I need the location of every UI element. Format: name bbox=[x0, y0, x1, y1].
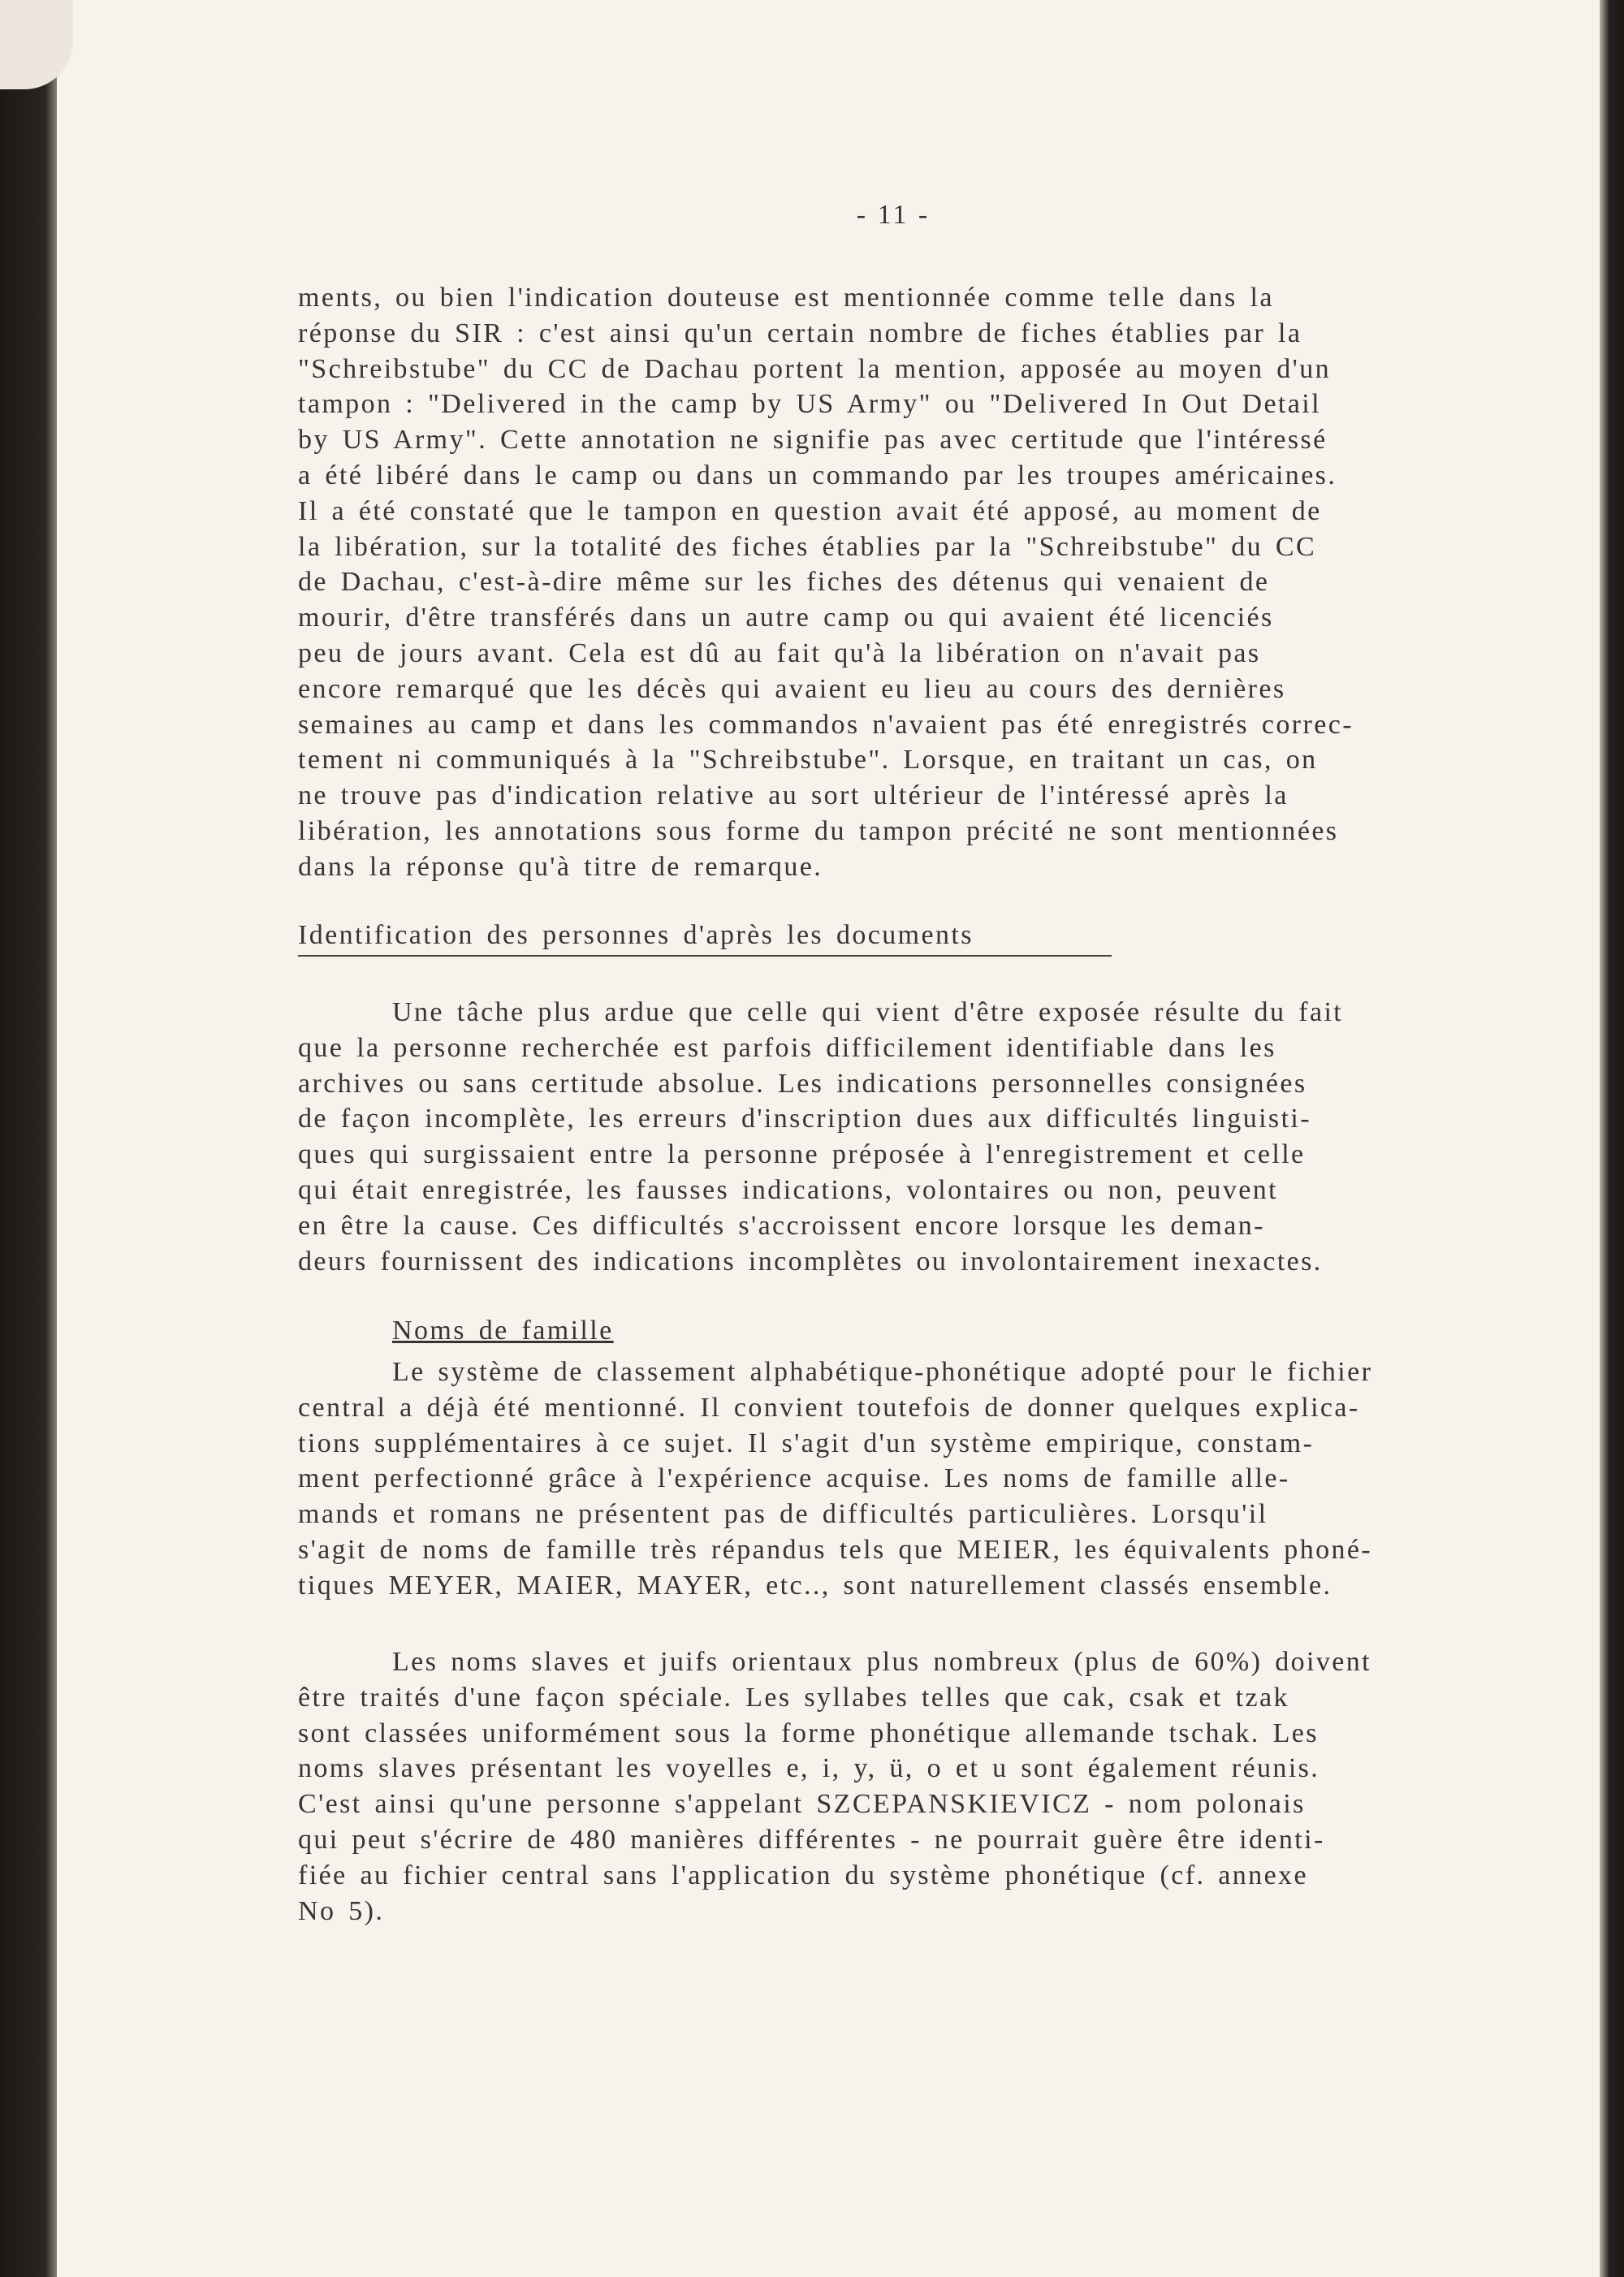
text-line: fiée au fichier central sans l'application du système phonétique (cf. annexe bbox=[298, 1860, 1308, 1890]
text-line: en être la cause. Ces difficultés s'accroissent encore lorsque les deman- bbox=[298, 1210, 1265, 1241]
text-line: encore remarqué que les décès qui avaient eu lieu au cours des dernières bbox=[298, 673, 1286, 704]
text-line: qui peut s'écrire de 480 manières différentes - ne pourrait guère être identi- bbox=[298, 1824, 1325, 1855]
text-line: central a déjà été mentionné. Il convient toutefois de donner quelques explica- bbox=[298, 1392, 1360, 1423]
text-line: deurs fournissent des indications incomplètes ou involontairement inexactes. bbox=[298, 1246, 1323, 1277]
text-line: Le système de classement alphabétique-phonétique adopté pour le fichier bbox=[392, 1357, 1373, 1387]
page-number: - 11 - bbox=[856, 200, 931, 230]
text-line: de façon incomplète, les erreurs d'inscription dues aux difficultés linguisti- bbox=[298, 1104, 1311, 1134]
text-line: peu de jours avant. Cela est dû au fait qu'à la libération on n'avait pas bbox=[298, 637, 1261, 668]
page-edge-right bbox=[1600, 0, 1624, 2277]
page-corner bbox=[0, 0, 73, 89]
paragraph-1 bbox=[298, 280, 1354, 885]
text-line: tement ni communiqués à la "Schreibstube". Lorsque, en traitant un cas, on bbox=[298, 745, 1318, 776]
text-line: Une tâche plus ardue que celle qui vient d'être exposée résulte du fait bbox=[392, 997, 1344, 1027]
section-heading-identification: Identification des personnes d'après les documents bbox=[298, 919, 1112, 957]
text-line: semaines au camp et dans les commandos n'avaient pas été enregistrés correc- bbox=[298, 709, 1354, 740]
text-line: que la personne recherchée est parfois difficilement identifiable dans les bbox=[298, 1032, 1276, 1063]
text-line: de Dachau, c'est-à-dire même sur les fiches des détenus qui venaient de bbox=[298, 567, 1270, 598]
text-line: Il a été constaté que le tampon en question avait été apposé, au moment de bbox=[298, 495, 1322, 526]
text-line: archives ou sans certitude absolue. Les indications personnelles consignées bbox=[298, 1068, 1307, 1099]
binding-shadow-left bbox=[0, 0, 57, 2277]
text-line: être traités d'une façon spéciale. Les syllabes telles que cak, csak et tzak bbox=[298, 1682, 1289, 1713]
text-line: qui était enregistrée, les fausses indications, volontaires ou non, peuvent bbox=[298, 1174, 1278, 1205]
text-line: No 5). bbox=[298, 1895, 385, 1926]
text-line: ne trouve pas d'indication relative au sort ultérieur de l'intéressé après la bbox=[298, 780, 1289, 811]
text-line: libération, les annotations sous forme du tampon précité ne sont mentionnées bbox=[298, 815, 1339, 846]
text-line: sont classées uniformément sous la forme phonétique allemande tschak. Les bbox=[298, 1717, 1319, 1748]
text-line: ques qui surgissaient entre la personne préposée à l'enregistrement et celle bbox=[298, 1139, 1306, 1170]
text-line: Les noms slaves et juifs orientaux plus nombreux (plus de 60%) doivent bbox=[392, 1647, 1371, 1677]
text-line: C'est ainsi qu'une personne s'appelant SZCEPANSKIEVICZ - nom polonais bbox=[298, 1789, 1306, 1820]
text-line: ment perfectionné grâce à l'expérience acquise. Les noms de famille alle- bbox=[298, 1463, 1290, 1494]
text-line: tampon : "Delivered in the camp by US Army" ou "Delivered In Out Detail bbox=[298, 389, 1321, 420]
text-line: a été libéré dans le camp ou dans un commando par les troupes américaines. bbox=[298, 460, 1337, 490]
text-line: by US Army". Cette annotation ne signifie pas avec certitude que l'intéressé bbox=[298, 425, 1328, 456]
text-line: ments, ou bien l'indication douteuse est mentionnée comme telle dans la bbox=[298, 283, 1274, 313]
text-line: tiques MEYER, MAIER, MAYER, etc.., sont naturellement classés ensemble. bbox=[298, 1570, 1332, 1601]
text-line: s'agit de noms de famille très répandus tels que MEIER, les équivalents phoné- bbox=[298, 1534, 1373, 1565]
text-line: dans la réponse qu'à titre de remarque. bbox=[298, 851, 823, 882]
subheading-noms-de-famille: Noms de famille bbox=[392, 1316, 614, 1346]
text-line: noms slaves présentant les voyelles e, i, y, ü, o et u sont également réunis. bbox=[298, 1753, 1320, 1784]
text-line: "Schreibstube" du CC de Dachau portent la mention, apposée au moyen d'un bbox=[298, 353, 1331, 384]
text-line: tions supplémentaires à ce sujet. Il s'agit d'un système empirique, constam- bbox=[298, 1428, 1315, 1458]
paragraph-2 bbox=[298, 995, 1343, 1279]
text-line: réponse du SIR : c'est ainsi qu'un certain nombre de fiches établies par la bbox=[298, 318, 1302, 348]
paragraph-4 bbox=[298, 1644, 1371, 1929]
text-line: mands et romans ne présentent pas de difficultés particulières. Lorsqu'il bbox=[298, 1499, 1268, 1530]
text-line: la libération, sur la totalité des fiches établies par la "Schreibstube" du CC bbox=[298, 531, 1317, 562]
text-line: mourir, d'être transférés dans un autre camp ou qui avaient été licenciés bbox=[298, 603, 1274, 633]
paragraph-3 bbox=[298, 1355, 1372, 1604]
